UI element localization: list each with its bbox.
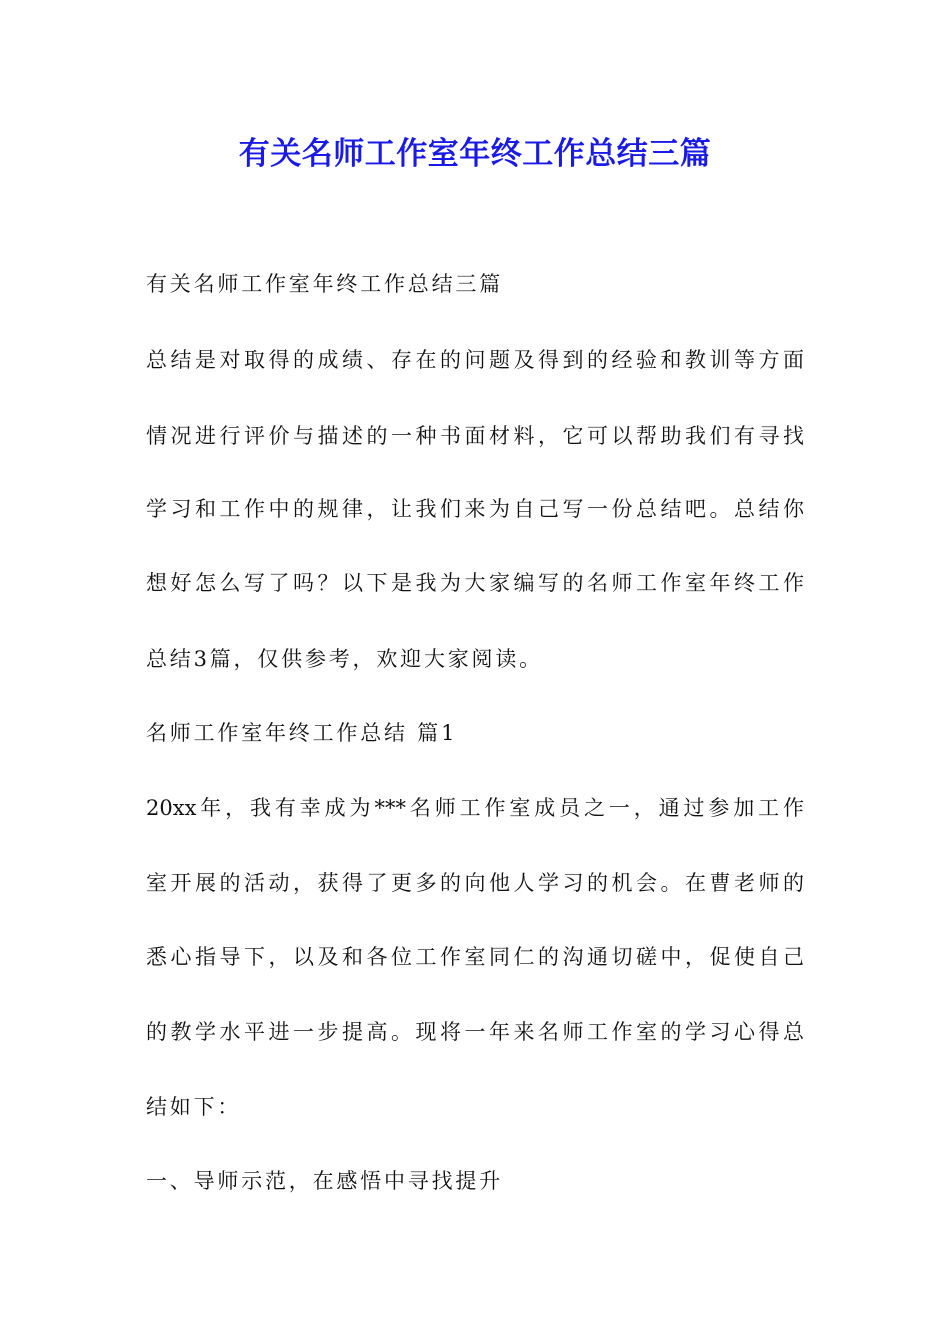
section-heading: 名师工作室年终工作总结 篇1 [146, 721, 458, 745]
paragraph-line: 总结3篇，仅供参考，欢迎大家阅读。 [146, 647, 543, 671]
paragraph-line: 的教学水平进一步提高。现将一年来名师工作室的学习心得总 [146, 1020, 804, 1044]
document-title: 有关名师工作室年终工作总结三篇 [238, 136, 712, 172]
paragraph-line: 结如下： [146, 1095, 242, 1119]
paragraph-line: 悉心指导下，以及和各位工作室同仁的沟通切磋中，促使自己 [146, 945, 804, 969]
paragraph-line: 室开展的活动，获得了更多的向他人学习的机会。在曹老师的 [146, 871, 804, 895]
paragraph-line: 情况进行评价与描述的一种书面材料，它可以帮助我们有寻找 [146, 424, 804, 448]
paragraph-line: 总结是对取得的成绩、存在的问题及得到的经验和教训等方面 [146, 348, 804, 372]
paragraph-line: 想好怎么写了吗？以下是我为大家编写的名师工作室年终工作 [146, 571, 804, 595]
paragraph-line: 20xx年，我有幸成为***名师工作室成员之一，通过参加工作 [146, 796, 804, 820]
subsection-heading: 一、导师示范，在感悟中寻找提升 [146, 1169, 503, 1193]
subtitle-line: 有关名师工作室年终工作总结三篇 [146, 272, 503, 296]
paragraph-line: 学习和工作中的规律，让我们来为自己写一份总结吧。总结你 [146, 497, 804, 521]
